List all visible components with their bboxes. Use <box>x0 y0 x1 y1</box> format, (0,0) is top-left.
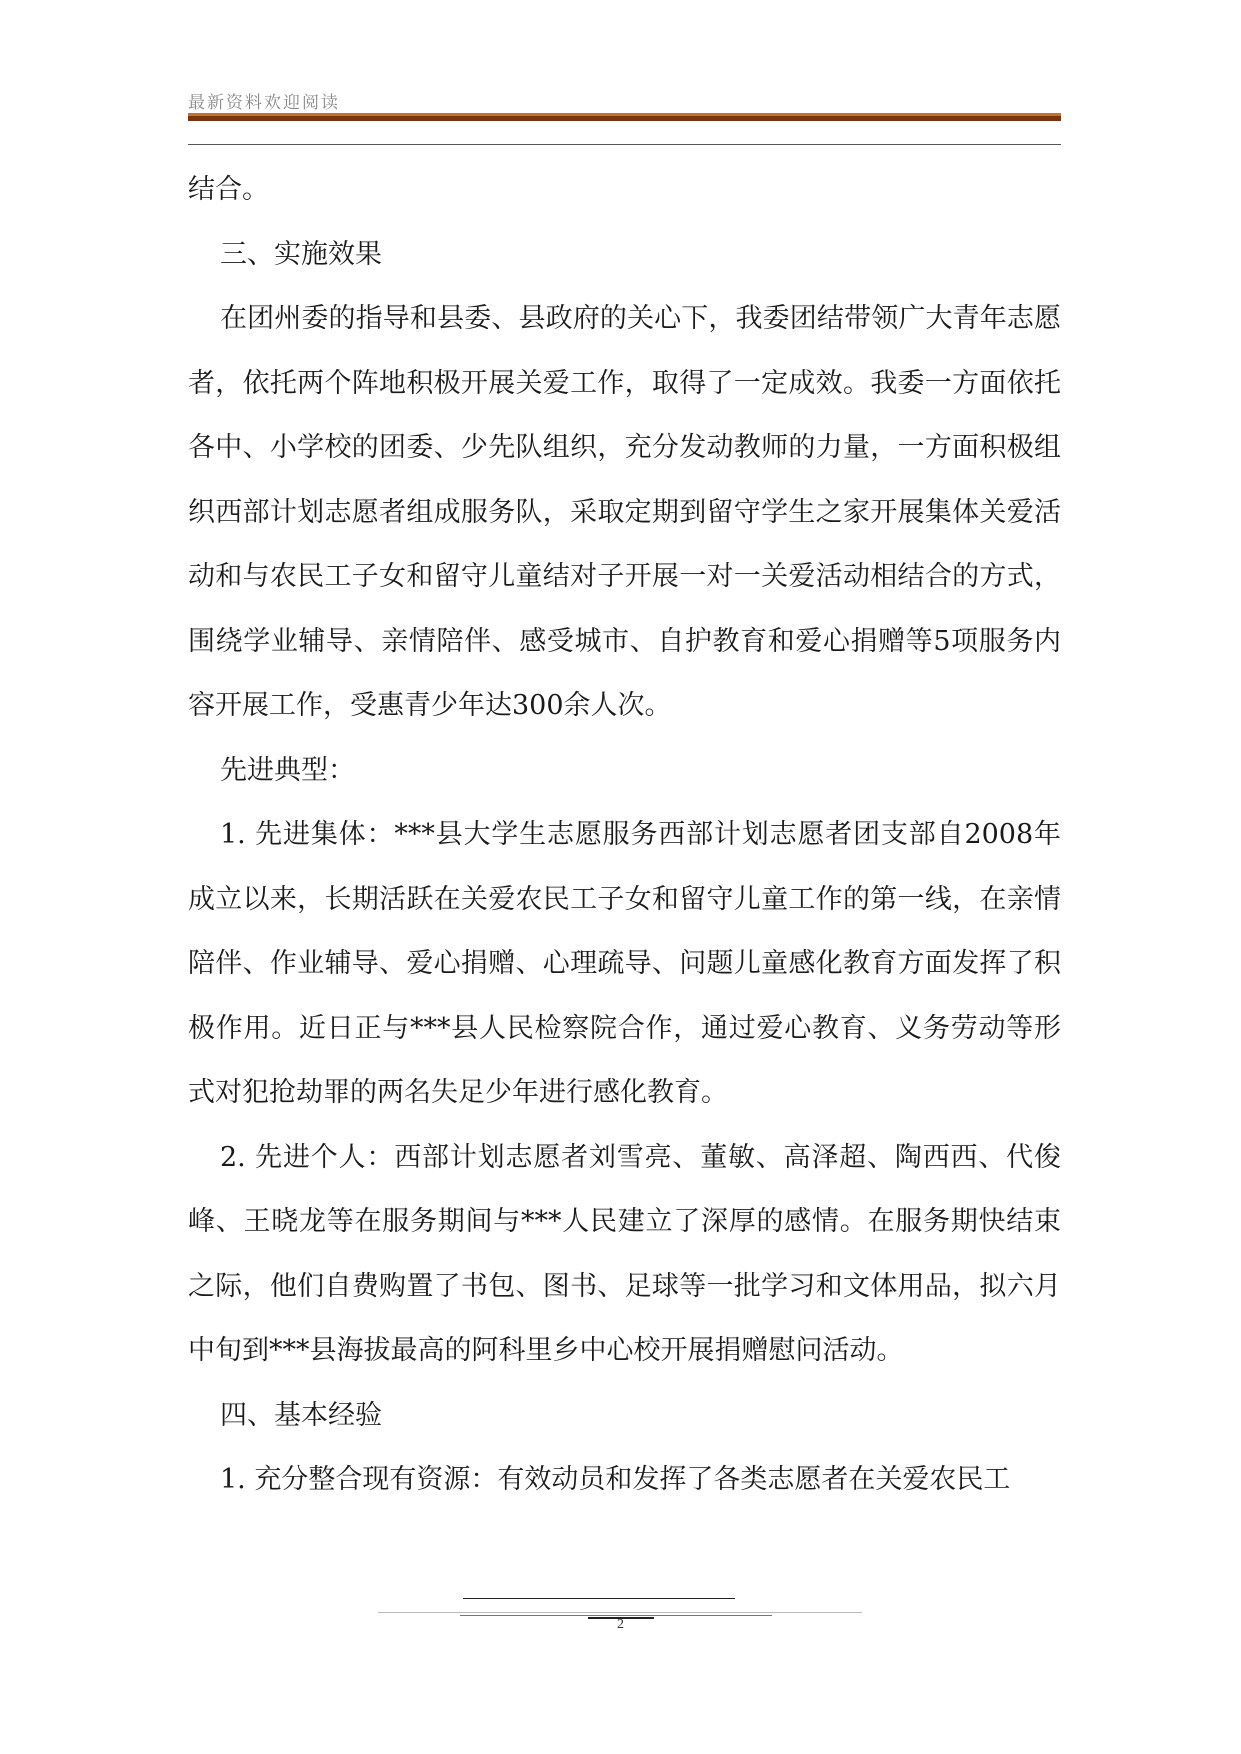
paragraph-integrate-resources: 1. 充分整合现有资源：有效动员和发挥了各类志愿者在关爱农民工 <box>220 1464 1011 1495</box>
footer-decorative-lines <box>0 1595 1241 1615</box>
paragraph-implementation-details: 在团州委的指导和县委、县政府的关心下，我委团结带领广大青年志愿者，依托两个阵地积极开展关爱工作，取得了一定成效。我委一方面依托各中、小学校的团委、少先队组织，充分发动教师的力量，一方面积极组织西部计划志愿者组成服务队，采取定期到留守学生之家开展集体关爱活动和与农民工子女和留守儿童结对子开展一对一关爱活动相结合的方式，围绕学业辅导、亲情陪伴、感受城市、自护教育和爱心捐赠等5项服务内容开展工作，受惠青少年达300余人次。 <box>188 303 1061 721</box>
subheading-advanced-models: 先进典型： <box>220 754 355 786</box>
page-header-text: 最新资料欢迎阅读 <box>188 93 340 113</box>
section-heading-basic-experience: 四、基本经验 <box>220 1399 382 1431</box>
section-heading-implementation-results: 三、实施效果 <box>220 238 382 270</box>
page-number: 2 <box>617 1617 624 1632</box>
paragraph-continuation: 结合。 <box>188 174 269 205</box>
header-rule-line <box>188 144 1061 145</box>
document-body <box>188 158 1061 1513</box>
paragraph-advanced-individuals: 2. 先进个人：西部计划志愿者刘雪亮、董敏、高泽超、陶西西、代俊峰、王晓龙等在服务期间与***人民建立了深厚的感情。在服务期快结束之际，他们自费购置了书包、图书、足球等一批学习和文体用品，拟六月中旬到***县海拔最高的阿科里乡中心校开展捐赠慰问活动。 <box>188 1141 1061 1366</box>
header-decorative-band <box>188 113 1061 121</box>
paragraph-advanced-collective: 1. 先进集体：***县大学生志愿服务西部计划志愿者团支部自2008年成立以来，长期活跃在关爱农民工子女和留守儿童工作的第一线，在亲情陪伴、作业辅导、爱心捐赠、心理疏导、问题儿童感化教育方面发挥了积极作用。近日正与***县人民检察院合作，通过爱心教育、义务劳动等形式对犯抢劫罪的两名失足少年进行感化教育。 <box>188 819 1061 1108</box>
